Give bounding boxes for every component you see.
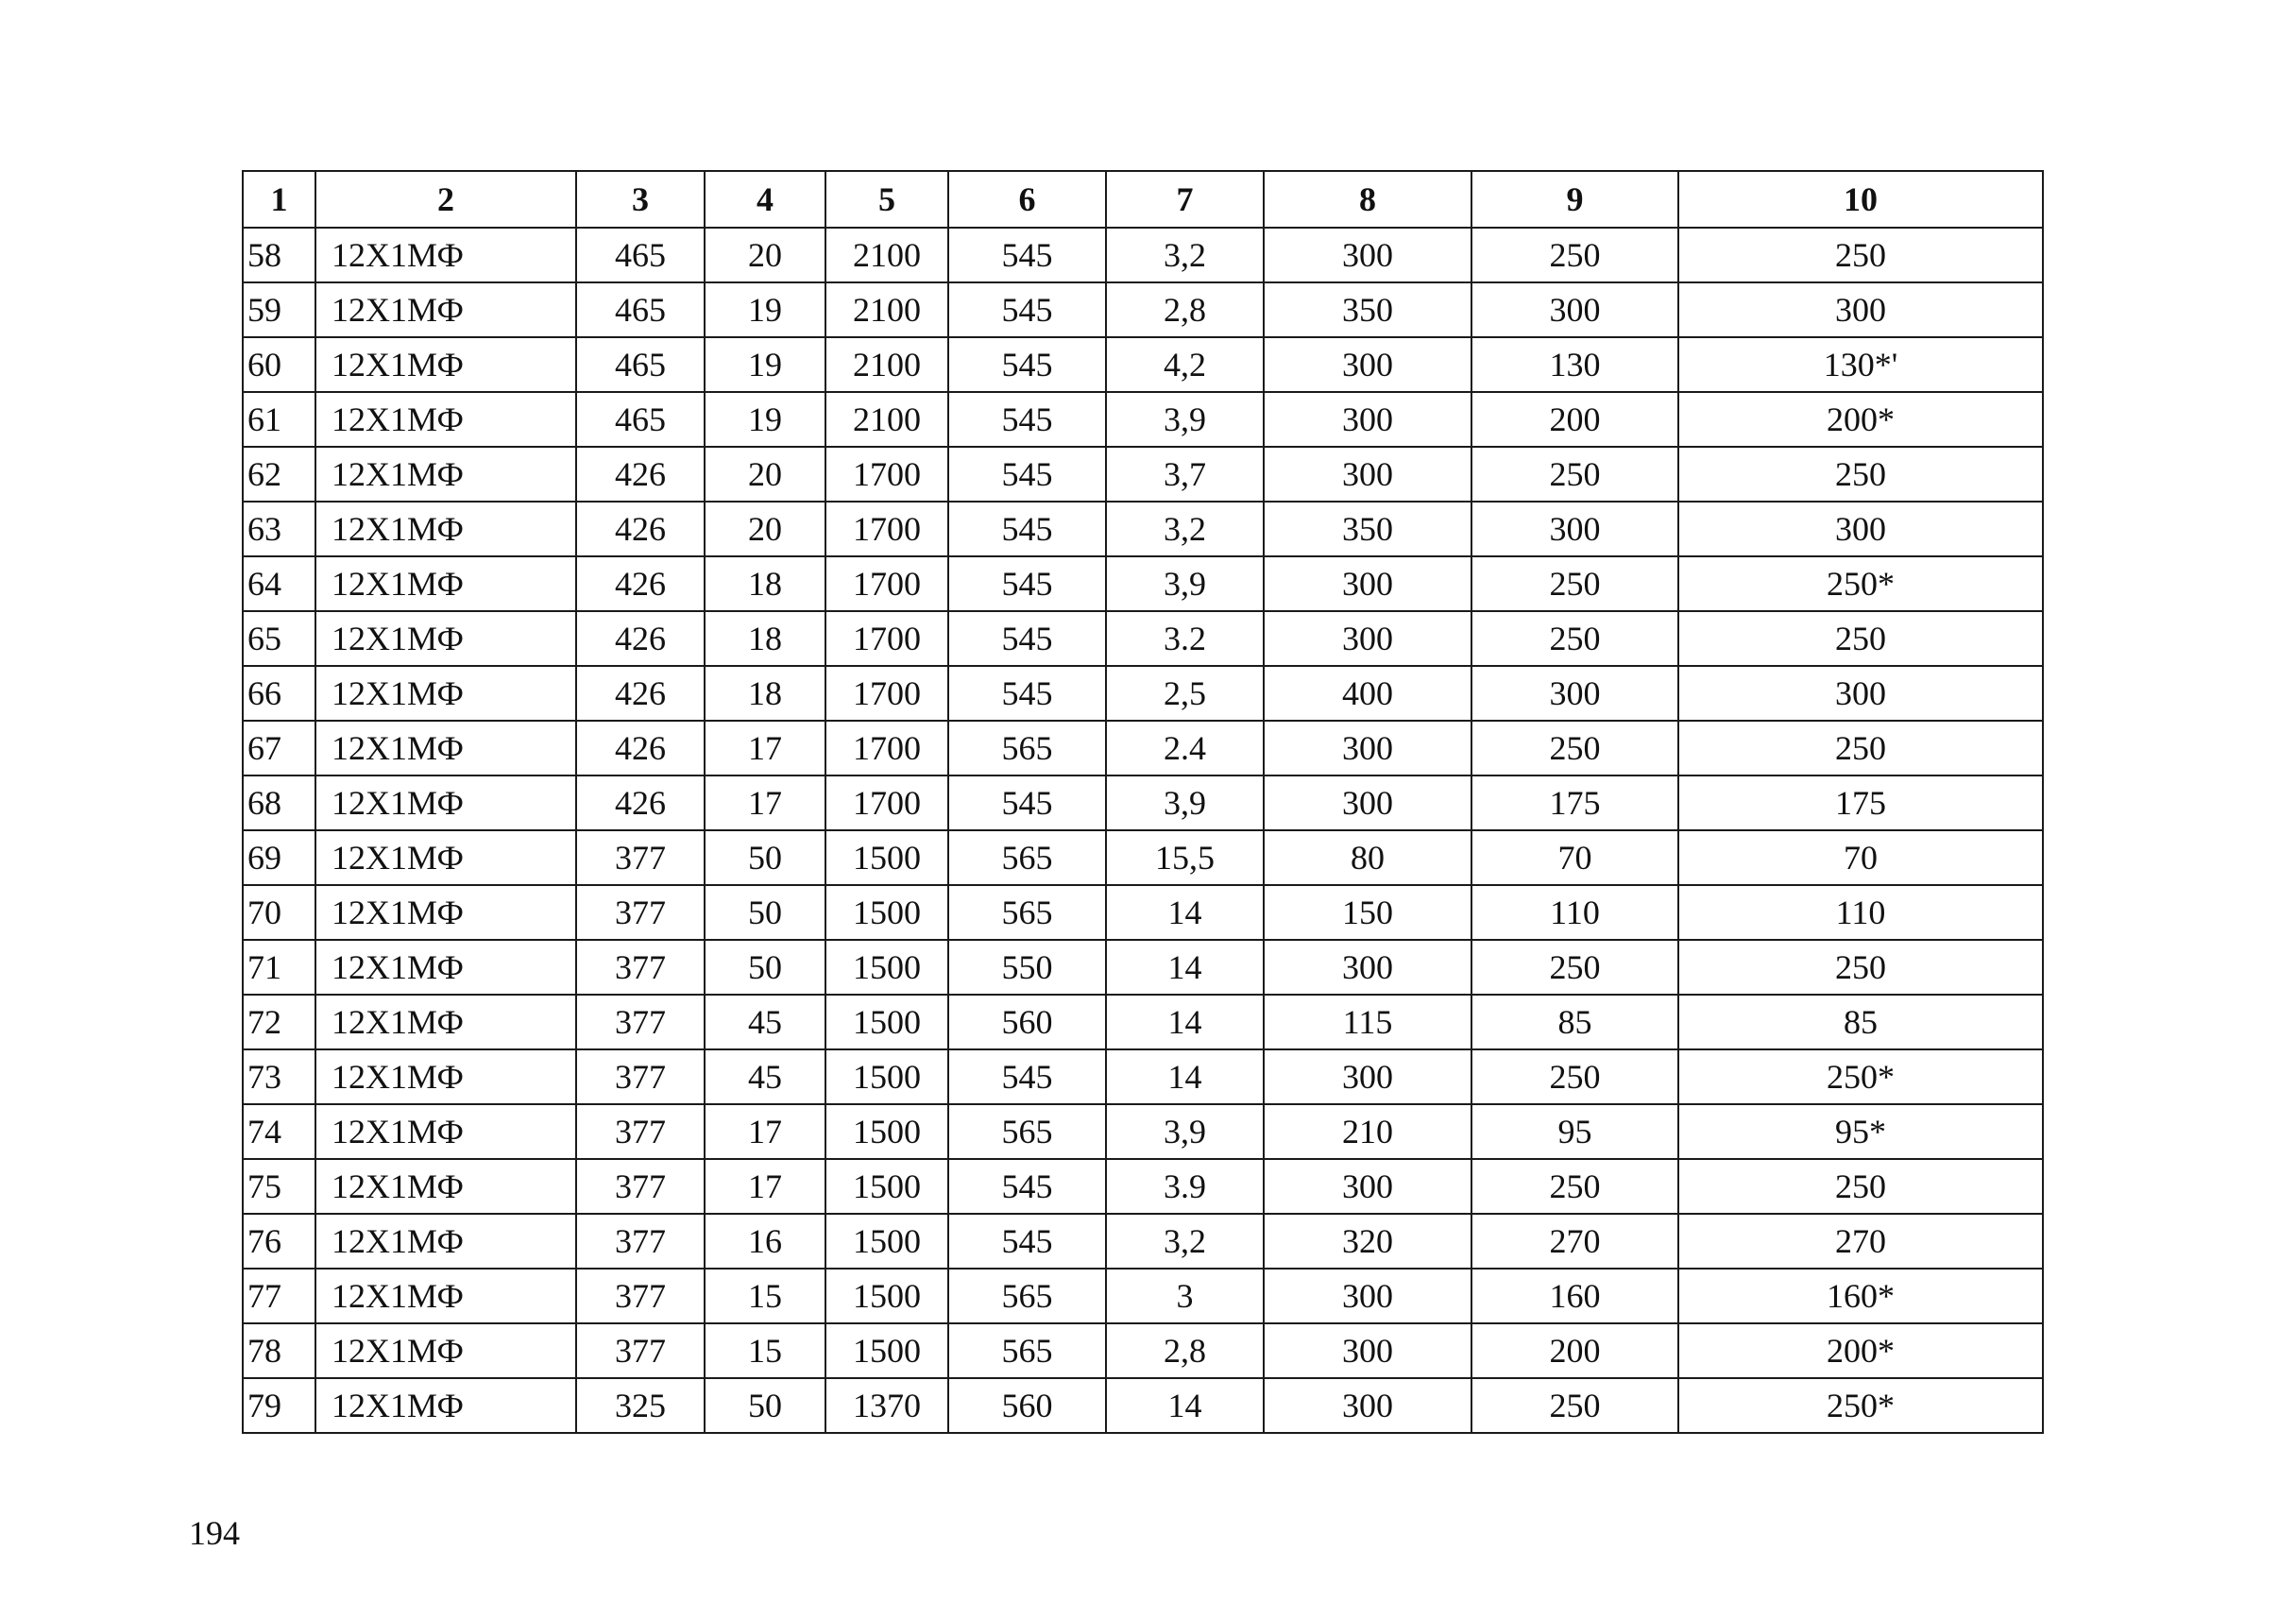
- table-cell: 20: [705, 502, 825, 556]
- table-cell: 545: [948, 1049, 1106, 1104]
- table-cell: 65: [243, 611, 315, 666]
- table-cell: 58: [243, 228, 315, 282]
- table-cell: 200*: [1678, 392, 2043, 447]
- table-cell: 2100: [825, 228, 948, 282]
- table-cell: 70: [243, 885, 315, 940]
- table-cell: 175: [1471, 775, 1678, 830]
- table-row: [243, 1159, 2043, 1214]
- table-cell: 1500: [825, 1269, 948, 1323]
- table-cell: 545: [948, 392, 1106, 447]
- table-cell: 250*: [1678, 1378, 2043, 1433]
- table-row: [243, 721, 2043, 775]
- data-table: [242, 170, 2044, 1434]
- table-cell: 270: [1471, 1214, 1678, 1269]
- table-cell: 377: [576, 995, 705, 1049]
- table-cell: 68: [243, 775, 315, 830]
- table-row: [243, 830, 2043, 885]
- table-row: [243, 611, 2043, 666]
- table-cell: 250: [1678, 611, 2043, 666]
- table-cell: 300: [1471, 282, 1678, 337]
- table-cell: 110: [1678, 885, 2043, 940]
- table-cell: 300: [1678, 666, 2043, 721]
- table-cell: 200*: [1678, 1323, 2043, 1378]
- table-cell: 565: [948, 1269, 1106, 1323]
- table-cell: 300: [1471, 666, 1678, 721]
- table-cell: 426: [576, 721, 705, 775]
- table-cell: 18: [705, 611, 825, 666]
- table-cell: 15,5: [1106, 830, 1264, 885]
- table-row: [243, 1323, 2043, 1378]
- table-cell: 565: [948, 1104, 1106, 1159]
- table-cell: 3,2: [1106, 228, 1264, 282]
- table-cell: 465: [576, 337, 705, 392]
- table-cell: 1500: [825, 1049, 948, 1104]
- table-row: [243, 447, 2043, 502]
- table-cell: 175: [1678, 775, 2043, 830]
- table-cell: 1370: [825, 1378, 948, 1433]
- table-cell: 18: [705, 556, 825, 611]
- table-cell: 20: [705, 228, 825, 282]
- table-cell: 300: [1264, 337, 1471, 392]
- table-cell: 14: [1106, 1049, 1264, 1104]
- table-cell: 16: [705, 1214, 825, 1269]
- table-cell: 250: [1471, 1159, 1678, 1214]
- table-cell: 377: [576, 1049, 705, 1104]
- table-cell: 12Х1МФ: [315, 1323, 576, 1378]
- table-cell: 12Х1МФ: [315, 940, 576, 995]
- table-cell: 79: [243, 1378, 315, 1433]
- table-cell: 1500: [825, 830, 948, 885]
- table-cell: 77: [243, 1269, 315, 1323]
- column-header-1: 1: [243, 171, 315, 228]
- column-header-3: 3: [576, 171, 705, 228]
- table-cell: 18: [705, 666, 825, 721]
- table-cell: 95*: [1678, 1104, 2043, 1159]
- table-cell: 17: [705, 1159, 825, 1214]
- table-cell: 250: [1471, 228, 1678, 282]
- table-cell: 3,2: [1106, 502, 1264, 556]
- table-cell: 115: [1264, 995, 1471, 1049]
- table-cell: 12Х1МФ: [315, 830, 576, 885]
- table-cell: 17: [705, 1104, 825, 1159]
- table-cell: 3: [1106, 1269, 1264, 1323]
- table-cell: 110: [1471, 885, 1678, 940]
- table-cell: 1500: [825, 995, 948, 1049]
- table-row: [243, 282, 2043, 337]
- table-cell: 545: [948, 1214, 1106, 1269]
- table-row: [243, 228, 2043, 282]
- table-cell: 300: [1678, 502, 2043, 556]
- table-cell: 17: [705, 721, 825, 775]
- table-cell: 69: [243, 830, 315, 885]
- table-cell: 14: [1106, 885, 1264, 940]
- table-cell: 2.4: [1106, 721, 1264, 775]
- table-cell: 3.2: [1106, 611, 1264, 666]
- table-cell: 12Х1МФ: [315, 1378, 576, 1433]
- table-cell: 150: [1264, 885, 1471, 940]
- column-header-8: 8: [1264, 171, 1471, 228]
- table-cell: 545: [948, 556, 1106, 611]
- table-cell: 20: [705, 447, 825, 502]
- table-cell: 545: [948, 611, 1106, 666]
- table-cell: 85: [1471, 995, 1678, 1049]
- table-cell: 1700: [825, 775, 948, 830]
- table-cell: 250: [1471, 721, 1678, 775]
- table-cell: 377: [576, 1104, 705, 1159]
- table-cell: 325: [576, 1378, 705, 1433]
- table-cell: 50: [705, 940, 825, 995]
- table-cell: 377: [576, 830, 705, 885]
- table-cell: 3,7: [1106, 447, 1264, 502]
- table-cell: 15: [705, 1323, 825, 1378]
- table-cell: 2,8: [1106, 1323, 1264, 1378]
- table-cell: 2,8: [1106, 282, 1264, 337]
- table-cell: 565: [948, 885, 1106, 940]
- table-cell: 1500: [825, 940, 948, 995]
- table-cell: 12Х1МФ: [315, 885, 576, 940]
- table-cell: 12Х1МФ: [315, 228, 576, 282]
- table-cell: 210: [1264, 1104, 1471, 1159]
- table-cell: 12Х1МФ: [315, 1104, 576, 1159]
- table-cell: 560: [948, 1378, 1106, 1433]
- table-cell: 73: [243, 1049, 315, 1104]
- table-cell: 560: [948, 995, 1106, 1049]
- table-row: [243, 775, 2043, 830]
- table-cell: 130*': [1678, 337, 2043, 392]
- table-cell: 76: [243, 1214, 315, 1269]
- table-cell: 64: [243, 556, 315, 611]
- table-cell: 465: [576, 282, 705, 337]
- table-cell: 12Х1МФ: [315, 337, 576, 392]
- table-cell: 300: [1264, 1049, 1471, 1104]
- table-cell: 12Х1МФ: [315, 721, 576, 775]
- table-cell: 300: [1264, 447, 1471, 502]
- table-cell: 270: [1678, 1214, 2043, 1269]
- column-header-9: 9: [1471, 171, 1678, 228]
- table-cell: 61: [243, 392, 315, 447]
- table-cell: 2100: [825, 282, 948, 337]
- table-cell: 12Х1МФ: [315, 556, 576, 611]
- table-cell: 1500: [825, 1159, 948, 1214]
- table-cell: 130: [1471, 337, 1678, 392]
- table-cell: 1700: [825, 666, 948, 721]
- table-cell: 19: [705, 337, 825, 392]
- table-cell: 12Х1МФ: [315, 282, 576, 337]
- column-header-2: 2: [315, 171, 576, 228]
- table-cell: 50: [705, 1378, 825, 1433]
- table-cell: 1700: [825, 721, 948, 775]
- table-cell: 550: [948, 940, 1106, 995]
- table-cell: 2100: [825, 392, 948, 447]
- table-cell: 465: [576, 228, 705, 282]
- table-row: [243, 1214, 2043, 1269]
- table-cell: 300: [1264, 775, 1471, 830]
- table-cell: 60: [243, 337, 315, 392]
- table-cell: 250: [1471, 556, 1678, 611]
- table-cell: 80: [1264, 830, 1471, 885]
- table-cell: 377: [576, 1269, 705, 1323]
- table-cell: 545: [948, 775, 1106, 830]
- table-cell: 250: [1471, 447, 1678, 502]
- table-row: [243, 1269, 2043, 1323]
- table-cell: 12Х1МФ: [315, 502, 576, 556]
- table-cell: 545: [948, 502, 1106, 556]
- table-cell: 426: [576, 666, 705, 721]
- table-cell: 45: [705, 995, 825, 1049]
- table-cell: 1500: [825, 1104, 948, 1159]
- table-cell: 320: [1264, 1214, 1471, 1269]
- table-cell: 14: [1106, 1378, 1264, 1433]
- table-cell: 250: [1678, 721, 2043, 775]
- table-cell: 85: [1678, 995, 2043, 1049]
- table-cell: 545: [948, 337, 1106, 392]
- table-cell: 67: [243, 721, 315, 775]
- table-cell: 377: [576, 885, 705, 940]
- table-row: [243, 885, 2043, 940]
- table-row: [243, 337, 2043, 392]
- table-cell: 300: [1264, 611, 1471, 666]
- table-row: [243, 995, 2043, 1049]
- table-cell: 1700: [825, 502, 948, 556]
- table-cell: 50: [705, 830, 825, 885]
- table-cell: 377: [576, 1214, 705, 1269]
- table-cell: 12Х1МФ: [315, 1159, 576, 1214]
- table-cell: 78: [243, 1323, 315, 1378]
- column-header-10: 10: [1678, 171, 2043, 228]
- table-cell: 71: [243, 940, 315, 995]
- table-cell: 3,9: [1106, 775, 1264, 830]
- table-cell: 300: [1264, 1323, 1471, 1378]
- table-cell: 3,2: [1106, 1214, 1264, 1269]
- table-cell: 160*: [1678, 1269, 2043, 1323]
- table-cell: 300: [1264, 392, 1471, 447]
- table-cell: 200: [1471, 392, 1678, 447]
- table-cell: 250: [1471, 1378, 1678, 1433]
- table-row: [243, 1104, 2043, 1159]
- table-cell: 1700: [825, 447, 948, 502]
- table-cell: 350: [1264, 282, 1471, 337]
- table-cell: 1500: [825, 885, 948, 940]
- table-cell: 465: [576, 392, 705, 447]
- column-header-7: 7: [1106, 171, 1264, 228]
- table-cell: 1500: [825, 1323, 948, 1378]
- table-cell: 300: [1264, 721, 1471, 775]
- table-row: [243, 1378, 2043, 1433]
- table-cell: 12Х1МФ: [315, 666, 576, 721]
- table-cell: 75: [243, 1159, 315, 1214]
- table-cell: 250: [1471, 611, 1678, 666]
- table-cell: 63: [243, 502, 315, 556]
- table-cell: 300: [1264, 1378, 1471, 1433]
- table-cell: 545: [948, 666, 1106, 721]
- table-row: [243, 502, 2043, 556]
- table-cell: 545: [948, 447, 1106, 502]
- table-header-row: [243, 171, 2043, 228]
- table-cell: 250*: [1678, 1049, 2043, 1104]
- table-cell: 4,2: [1106, 337, 1264, 392]
- table-row: [243, 1049, 2043, 1104]
- table-cell: 300: [1471, 502, 1678, 556]
- table-cell: 300: [1264, 1159, 1471, 1214]
- table-cell: 1700: [825, 556, 948, 611]
- table-cell: 377: [576, 1323, 705, 1378]
- table-cell: 426: [576, 556, 705, 611]
- table-cell: 95: [1471, 1104, 1678, 1159]
- table-cell: 545: [948, 1159, 1106, 1214]
- table-cell: 300: [1264, 1269, 1471, 1323]
- table-cell: 12Х1МФ: [315, 995, 576, 1049]
- table-cell: 19: [705, 392, 825, 447]
- table-row: [243, 392, 2043, 447]
- table-cell: 14: [1106, 995, 1264, 1049]
- table-cell: 12Х1МФ: [315, 1049, 576, 1104]
- table-cell: 1500: [825, 1214, 948, 1269]
- column-header-6: 6: [948, 171, 1106, 228]
- table-cell: 545: [948, 282, 1106, 337]
- table-cell: 545: [948, 228, 1106, 282]
- table-cell: 350: [1264, 502, 1471, 556]
- table-cell: 19: [705, 282, 825, 337]
- table-cell: 400: [1264, 666, 1471, 721]
- table-cell: 426: [576, 775, 705, 830]
- table-cell: 2,5: [1106, 666, 1264, 721]
- column-header-4: 4: [705, 171, 825, 228]
- table-cell: 12Х1МФ: [315, 1269, 576, 1323]
- table-cell: 15: [705, 1269, 825, 1323]
- table-cell: 74: [243, 1104, 315, 1159]
- column-header-5: 5: [825, 171, 948, 228]
- table-row: [243, 556, 2043, 611]
- table-cell: 66: [243, 666, 315, 721]
- table-cell: 250: [1471, 940, 1678, 995]
- table-cell: 300: [1678, 282, 2043, 337]
- table-cell: 12Х1МФ: [315, 392, 576, 447]
- table-cell: 12Х1МФ: [315, 1214, 576, 1269]
- table-cell: 377: [576, 940, 705, 995]
- table-cell: 3,9: [1106, 1104, 1264, 1159]
- table-cell: 3,9: [1106, 392, 1264, 447]
- table-cell: 45: [705, 1049, 825, 1104]
- table-cell: 300: [1264, 556, 1471, 611]
- table-cell: 59: [243, 282, 315, 337]
- table-row: [243, 940, 2043, 995]
- table-cell: 50: [705, 885, 825, 940]
- table-cell: 70: [1678, 830, 2043, 885]
- table-cell: 565: [948, 721, 1106, 775]
- table-cell: 12Х1МФ: [315, 447, 576, 502]
- table-cell: 250: [1678, 447, 2043, 502]
- table-cell: 2100: [825, 337, 948, 392]
- table-cell: 300: [1264, 940, 1471, 995]
- table-cell: 62: [243, 447, 315, 502]
- table-cell: 300: [1264, 228, 1471, 282]
- table-cell: 12Х1МФ: [315, 775, 576, 830]
- table-cell: 250*: [1678, 556, 2043, 611]
- table-cell: 160: [1471, 1269, 1678, 1323]
- table-cell: 70: [1471, 830, 1678, 885]
- table-cell: 426: [576, 502, 705, 556]
- table-cell: 12Х1МФ: [315, 611, 576, 666]
- table-cell: 14: [1106, 940, 1264, 995]
- table-cell: 250: [1678, 1159, 2043, 1214]
- table-cell: 377: [576, 1159, 705, 1214]
- table-row: [243, 666, 2043, 721]
- table-cell: 565: [948, 1323, 1106, 1378]
- table-cell: 17: [705, 775, 825, 830]
- table-cell: 3.9: [1106, 1159, 1264, 1214]
- table-cell: 426: [576, 447, 705, 502]
- table-cell: 250: [1678, 228, 2043, 282]
- table-cell: 1700: [825, 611, 948, 666]
- table-cell: 250: [1471, 1049, 1678, 1104]
- table-cell: 250: [1678, 940, 2043, 995]
- table-cell: 565: [948, 830, 1106, 885]
- table-cell: 200: [1471, 1323, 1678, 1378]
- table-cell: 3,9: [1106, 556, 1264, 611]
- table-cell: 426: [576, 611, 705, 666]
- page-number: 194: [189, 1514, 240, 1552]
- table-cell: 72: [243, 995, 315, 1049]
